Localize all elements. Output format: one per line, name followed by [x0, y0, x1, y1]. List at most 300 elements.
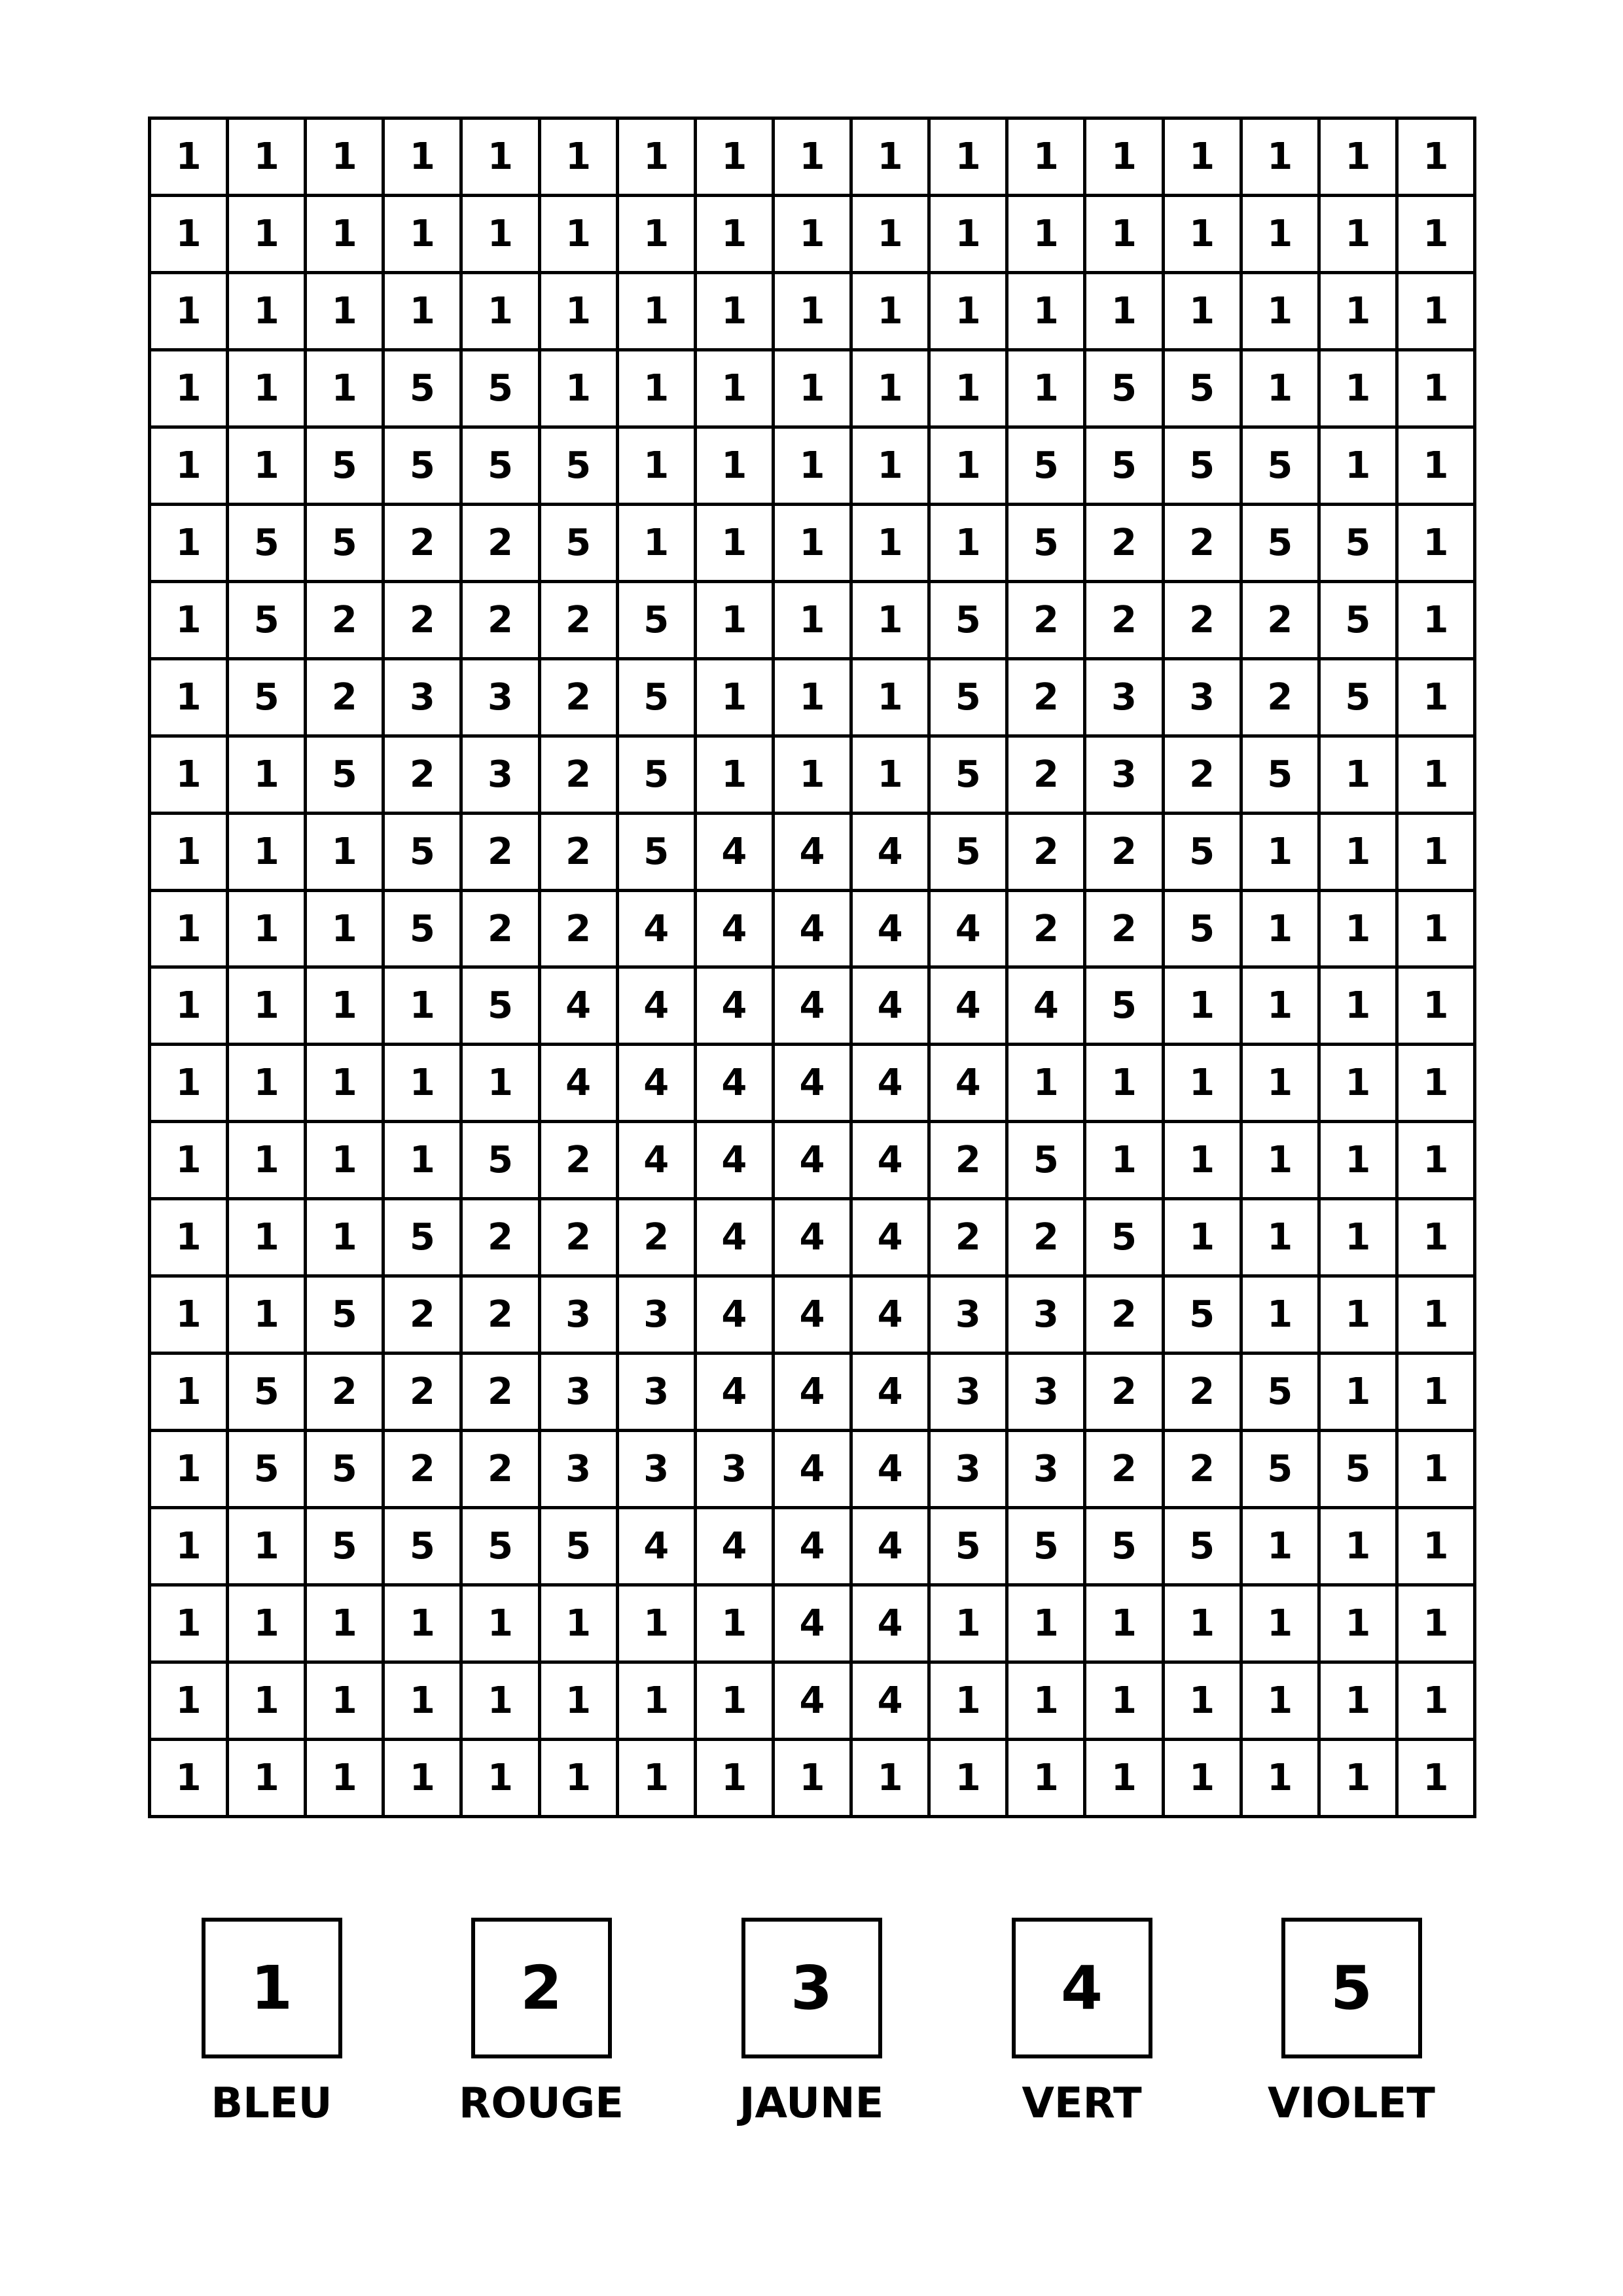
grid-cell: 5 — [385, 1509, 463, 1587]
grid-cell: 2 — [463, 892, 541, 969]
grid-cell: 3 — [1086, 738, 1164, 815]
grid-cell: 1 — [151, 351, 229, 429]
grid-cell: 1 — [775, 274, 853, 351]
grid-cell: 1 — [1086, 120, 1164, 197]
grid-cell: 1 — [1165, 274, 1243, 351]
grid-cell: 1 — [1165, 969, 1243, 1046]
grid-cell: 1 — [931, 506, 1008, 583]
grid-cell: 2 — [1008, 1200, 1086, 1278]
grid-cell: 1 — [1399, 1432, 1476, 1509]
grid-cell: 5 — [1165, 815, 1243, 892]
grid-cell: 4 — [619, 1509, 697, 1587]
grid-cell: 1 — [229, 815, 307, 892]
grid-cell: 2 — [541, 892, 619, 969]
grid-cell: 1 — [463, 1664, 541, 1741]
grid-cell: 1 — [619, 1741, 697, 1818]
grid-cell: 1 — [463, 1741, 541, 1818]
grid-cell: 4 — [1008, 969, 1086, 1046]
grid-cell: 1 — [1399, 1278, 1476, 1355]
grid-cell: 1 — [151, 1278, 229, 1355]
grid-cell: 2 — [1008, 815, 1086, 892]
grid-cell: 1 — [1243, 120, 1321, 197]
grid-cell: 2 — [931, 1123, 1008, 1200]
grid-cell: 4 — [853, 1355, 931, 1432]
grid-cell: 2 — [385, 738, 463, 815]
grid-cell: 4 — [775, 1278, 853, 1355]
grid-cell: 4 — [697, 1278, 775, 1355]
grid-cell: 3 — [931, 1355, 1008, 1432]
grid-cell: 1 — [775, 583, 853, 660]
grid-cell: 1 — [775, 660, 853, 738]
grid-cell: 1 — [931, 351, 1008, 429]
grid-cell: 2 — [385, 1355, 463, 1432]
grid-cell: 1 — [1008, 1741, 1086, 1818]
grid-cell: 5 — [1086, 1509, 1164, 1587]
grid-cell: 1 — [1399, 815, 1476, 892]
grid-cell: 5 — [1008, 506, 1086, 583]
grid-cell: 1 — [1321, 1355, 1399, 1432]
grid-cell: 1 — [229, 738, 307, 815]
grid-cell: 1 — [541, 1741, 619, 1818]
grid-cell: 1 — [1243, 351, 1321, 429]
grid-cell: 1 — [1165, 1664, 1243, 1741]
grid-cell: 1 — [463, 1587, 541, 1664]
grid-cell: 1 — [1399, 506, 1476, 583]
grid-cell: 5 — [1321, 660, 1399, 738]
legend-color-label: JAUNE — [739, 2079, 884, 2128]
grid-cell: 1 — [931, 1664, 1008, 1741]
grid-cell: 1 — [307, 351, 385, 429]
grid-cell: 1 — [1165, 197, 1243, 274]
grid-cell: 1 — [229, 1664, 307, 1741]
grid-cell: 5 — [1165, 351, 1243, 429]
grid-cell: 1 — [385, 1587, 463, 1664]
grid-cell: 1 — [151, 815, 229, 892]
grid-cell: 3 — [1008, 1355, 1086, 1432]
grid-cell: 1 — [1399, 120, 1476, 197]
grid-cell: 1 — [931, 197, 1008, 274]
grid-cell: 1 — [151, 1509, 229, 1587]
grid-cell: 5 — [229, 506, 307, 583]
grid-cell: 4 — [775, 1587, 853, 1664]
grid-cell: 1 — [307, 1741, 385, 1818]
grid-cell: 1 — [1321, 1278, 1399, 1355]
grid-cell: 4 — [619, 892, 697, 969]
grid-cell: 1 — [775, 1741, 853, 1818]
grid-cell: 1 — [151, 660, 229, 738]
grid-cell: 3 — [619, 1432, 697, 1509]
grid-cell: 4 — [775, 1200, 853, 1278]
grid-cell: 1 — [1399, 660, 1476, 738]
grid-cell: 1 — [697, 1587, 775, 1664]
grid-cell: 2 — [463, 1432, 541, 1509]
grid-cell: 2 — [541, 660, 619, 738]
grid-cell: 5 — [385, 892, 463, 969]
grid-cell: 1 — [229, 197, 307, 274]
grid-cell: 4 — [697, 1355, 775, 1432]
grid-cell: 2 — [1008, 738, 1086, 815]
grid-cell: 4 — [853, 1123, 931, 1200]
grid-cell: 2 — [385, 1278, 463, 1355]
grid-cell: 1 — [151, 1123, 229, 1200]
grid-cell: 1 — [1086, 274, 1164, 351]
grid-cell: 4 — [775, 1046, 853, 1123]
grid-cell: 5 — [931, 738, 1008, 815]
grid-cell: 2 — [307, 660, 385, 738]
grid-cell: 3 — [1165, 660, 1243, 738]
grid-cell: 1 — [775, 738, 853, 815]
grid-cell: 1 — [697, 583, 775, 660]
legend-number-box: 4 — [1012, 1918, 1152, 2058]
grid-cell: 1 — [385, 1046, 463, 1123]
grid-cell: 1 — [541, 1664, 619, 1741]
grid-cell: 5 — [307, 1509, 385, 1587]
grid-cell: 2 — [1086, 583, 1164, 660]
grid-cell: 1 — [385, 969, 463, 1046]
grid-cell: 1 — [1008, 351, 1086, 429]
grid-cell: 4 — [697, 969, 775, 1046]
grid-cell: 1 — [697, 1664, 775, 1741]
grid-cell: 4 — [853, 815, 931, 892]
grid-cell: 1 — [1165, 120, 1243, 197]
grid-cell: 1 — [619, 1587, 697, 1664]
grid-cell: 4 — [853, 892, 931, 969]
grid-cell: 2 — [619, 1200, 697, 1278]
grid-cell: 3 — [1086, 660, 1164, 738]
grid-cell: 2 — [463, 1278, 541, 1355]
grid-cell: 1 — [541, 351, 619, 429]
grid-cell: 5 — [541, 1509, 619, 1587]
grid-cell: 2 — [1086, 892, 1164, 969]
legend-item-jaune — [736, 1918, 887, 2128]
grid-cell: 1 — [1399, 1587, 1476, 1664]
grid-cell: 2 — [463, 506, 541, 583]
grid-cell: 4 — [853, 1046, 931, 1123]
grid-cell: 1 — [229, 969, 307, 1046]
grid-cell: 2 — [1165, 738, 1243, 815]
grid-cell: 1 — [307, 1046, 385, 1123]
grid-cell: 2 — [463, 1200, 541, 1278]
grid-cell: 2 — [1086, 1355, 1164, 1432]
grid-cell: 1 — [619, 120, 697, 197]
grid-cell: 1 — [463, 274, 541, 351]
grid-cell: 1 — [1165, 1741, 1243, 1818]
grid-cell: 2 — [931, 1200, 1008, 1278]
grid-cell: 2 — [385, 506, 463, 583]
grid-cell: 1 — [151, 1432, 229, 1509]
grid-cell: 5 — [1086, 429, 1164, 506]
grid-cell: 5 — [931, 583, 1008, 660]
grid-cell: 5 — [541, 506, 619, 583]
grid-cell: 3 — [541, 1278, 619, 1355]
color-legend — [196, 1918, 1435, 2134]
grid-cell: 2 — [1165, 506, 1243, 583]
grid-cell: 1 — [1399, 1046, 1476, 1123]
grid-cell: 1 — [931, 274, 1008, 351]
grid-cell: 4 — [541, 969, 619, 1046]
grid-cell: 1 — [385, 120, 463, 197]
grid-cell: 4 — [775, 1123, 853, 1200]
grid-cell: 1 — [229, 120, 307, 197]
grid-cell: 2 — [1243, 660, 1321, 738]
grid-cell: 5 — [1321, 583, 1399, 660]
grid-cell: 1 — [307, 892, 385, 969]
grid-cell: 1 — [229, 274, 307, 351]
grid-cell: 5 — [619, 660, 697, 738]
grid-cell: 2 — [541, 815, 619, 892]
grid-cell: 1 — [775, 429, 853, 506]
grid-cell: 5 — [931, 1509, 1008, 1587]
grid-cell: 1 — [1399, 892, 1476, 969]
grid-cell: 5 — [1008, 429, 1086, 506]
grid-cell: 1 — [229, 351, 307, 429]
grid-cell: 4 — [775, 969, 853, 1046]
legend-color-label: BLEU — [211, 2079, 332, 2128]
grid-cell: 1 — [1086, 1046, 1164, 1123]
grid-cell: 1 — [1008, 1046, 1086, 1123]
grid-cell: 1 — [1321, 1509, 1399, 1587]
grid-cell: 1 — [307, 1664, 385, 1741]
grid-cell: 1 — [775, 197, 853, 274]
grid-cell: 1 — [1399, 1355, 1476, 1432]
grid-cell: 3 — [385, 660, 463, 738]
grid-cell: 4 — [775, 1355, 853, 1432]
grid-cell: 1 — [619, 429, 697, 506]
grid-cell: 1 — [853, 506, 931, 583]
grid-cell: 4 — [853, 969, 931, 1046]
grid-cell: 4 — [697, 1046, 775, 1123]
grid-cell: 1 — [1086, 197, 1164, 274]
grid-cell: 5 — [1321, 506, 1399, 583]
legend-number-box: 1 — [202, 1918, 342, 2058]
grid-cell: 5 — [1243, 506, 1321, 583]
grid-cell: 5 — [229, 1355, 307, 1432]
grid-cell: 1 — [229, 1278, 307, 1355]
legend-color-label: VIOLET — [1268, 2079, 1435, 2128]
grid-cell: 1 — [931, 1587, 1008, 1664]
grid-cell: 1 — [151, 506, 229, 583]
grid-cell: 1 — [385, 1123, 463, 1200]
grid-cell: 2 — [1165, 1355, 1243, 1432]
grid-cell: 1 — [151, 1587, 229, 1664]
grid-cell: 4 — [697, 1200, 775, 1278]
grid-cell: 2 — [307, 1355, 385, 1432]
grid-cell: 1 — [307, 1123, 385, 1200]
grid-cell: 5 — [1243, 429, 1321, 506]
grid-cell: 1 — [1399, 429, 1476, 506]
grid-cell: 5 — [385, 815, 463, 892]
grid-cell: 1 — [1243, 969, 1321, 1046]
grid-cell: 2 — [1086, 1278, 1164, 1355]
grid-cell: 1 — [1399, 583, 1476, 660]
grid-cell: 4 — [697, 1123, 775, 1200]
grid-cell: 1 — [1243, 1278, 1321, 1355]
grid-cell: 5 — [307, 506, 385, 583]
grid-cell: 1 — [229, 1046, 307, 1123]
grid-cell: 3 — [931, 1278, 1008, 1355]
grid-cell: 1 — [151, 120, 229, 197]
grid-cell: 4 — [853, 1509, 931, 1587]
grid-cell: 2 — [463, 815, 541, 892]
grid-cell: 1 — [1321, 1664, 1399, 1741]
grid-cell: 5 — [307, 1278, 385, 1355]
grid-cell: 1 — [151, 583, 229, 660]
grid-cell: 1 — [151, 1664, 229, 1741]
grid-cell: 4 — [619, 969, 697, 1046]
grid-cell: 5 — [463, 429, 541, 506]
grid-cell: 2 — [541, 583, 619, 660]
grid-cell: 4 — [775, 815, 853, 892]
grid-cell: 3 — [541, 1355, 619, 1432]
grid-cell: 1 — [1165, 1200, 1243, 1278]
grid-cell: 1 — [541, 197, 619, 274]
grid-cell: 5 — [619, 815, 697, 892]
grid-cell: 5 — [1086, 969, 1164, 1046]
grid-cell: 4 — [697, 892, 775, 969]
grid-cell: 3 — [463, 738, 541, 815]
grid-cell: 1 — [1243, 1587, 1321, 1664]
grid-cell: 1 — [853, 197, 931, 274]
grid-cell: 2 — [385, 1432, 463, 1509]
grid-cell: 1 — [151, 274, 229, 351]
grid-cell: 1 — [1321, 815, 1399, 892]
grid-cell: 1 — [853, 660, 931, 738]
grid-cell: 5 — [1008, 1123, 1086, 1200]
grid-cell: 1 — [151, 892, 229, 969]
grid-cell: 4 — [775, 1432, 853, 1509]
grid-cell: 3 — [463, 660, 541, 738]
grid-cell: 1 — [307, 197, 385, 274]
grid-cell: 1 — [1321, 1046, 1399, 1123]
grid-cell: 1 — [931, 429, 1008, 506]
grid-cell: 1 — [1399, 969, 1476, 1046]
grid-cell: 1 — [1165, 1046, 1243, 1123]
grid-cell: 1 — [775, 506, 853, 583]
grid-cell: 5 — [385, 1200, 463, 1278]
grid-cell: 1 — [697, 120, 775, 197]
grid-cell: 1 — [307, 274, 385, 351]
grid-cell: 1 — [1086, 1664, 1164, 1741]
legend-number-box: 2 — [471, 1918, 612, 2058]
grid-cell: 5 — [1321, 1432, 1399, 1509]
grid-cell: 5 — [1165, 429, 1243, 506]
grid-cell: 4 — [697, 815, 775, 892]
grid-cell: 5 — [463, 1123, 541, 1200]
grid-cell: 3 — [1008, 1432, 1086, 1509]
grid-cell: 4 — [697, 1509, 775, 1587]
grid-cell: 1 — [229, 1587, 307, 1664]
grid-cell: 1 — [1165, 1123, 1243, 1200]
grid-cell: 1 — [229, 1741, 307, 1818]
grid-cell: 1 — [1243, 815, 1321, 892]
grid-cell: 1 — [619, 351, 697, 429]
grid-cell: 1 — [1399, 1123, 1476, 1200]
grid-cell: 1 — [1243, 1664, 1321, 1741]
grid-cell: 1 — [775, 351, 853, 429]
grid-cell: 1 — [1086, 1741, 1164, 1818]
legend-number-box: 5 — [1281, 1918, 1422, 2058]
grid-cell: 1 — [1165, 1587, 1243, 1664]
grid-cell: 1 — [1399, 1200, 1476, 1278]
legend-color-label: VERT — [1022, 2079, 1142, 2128]
grid-cell: 2 — [1165, 583, 1243, 660]
grid-cell: 1 — [151, 738, 229, 815]
grid-cell: 4 — [619, 1046, 697, 1123]
grid-cell: 1 — [1243, 1509, 1321, 1587]
grid-cell: 1 — [1399, 738, 1476, 815]
grid-cell: 1 — [151, 1046, 229, 1123]
grid-cell: 3 — [541, 1432, 619, 1509]
grid-cell: 2 — [307, 583, 385, 660]
grid-cell: 1 — [619, 1664, 697, 1741]
grid-cell: 1 — [853, 274, 931, 351]
grid-cell: 1 — [229, 1123, 307, 1200]
grid-cell: 2 — [541, 738, 619, 815]
grid-cell: 1 — [463, 197, 541, 274]
grid-cell: 5 — [1165, 892, 1243, 969]
grid-cell: 1 — [1399, 1509, 1476, 1587]
grid-cell: 1 — [307, 120, 385, 197]
grid-cell: 5 — [931, 815, 1008, 892]
grid-cell: 5 — [229, 583, 307, 660]
grid-cell: 1 — [619, 506, 697, 583]
grid-cell: 1 — [1321, 969, 1399, 1046]
grid-cell: 1 — [541, 1587, 619, 1664]
grid-cell: 1 — [541, 120, 619, 197]
grid-cell: 5 — [307, 1432, 385, 1509]
grid-cell: 3 — [619, 1355, 697, 1432]
grid-cell: 1 — [697, 1741, 775, 1818]
grid-cell: 5 — [385, 351, 463, 429]
grid-cell: 1 — [229, 1509, 307, 1587]
grid-cell: 5 — [1165, 1278, 1243, 1355]
grid-cell: 1 — [1243, 1200, 1321, 1278]
grid-cell: 1 — [151, 429, 229, 506]
grid-cell: 1 — [931, 1741, 1008, 1818]
grid-cell: 1 — [1399, 197, 1476, 274]
grid-cell: 4 — [853, 1664, 931, 1741]
grid-cell: 1 — [853, 351, 931, 429]
grid-cell: 1 — [1321, 197, 1399, 274]
grid-cell: 1 — [853, 120, 931, 197]
color-by-number-grid — [148, 117, 1476, 1818]
grid-cell: 1 — [151, 969, 229, 1046]
grid-cell: 1 — [1321, 1200, 1399, 1278]
grid-cell: 1 — [1321, 738, 1399, 815]
grid-cell: 1 — [1243, 892, 1321, 969]
grid-cell: 1 — [697, 429, 775, 506]
grid-cell: 2 — [463, 583, 541, 660]
grid-cell: 1 — [1008, 120, 1086, 197]
grid-cell: 1 — [385, 1741, 463, 1818]
grid-cell: 5 — [463, 351, 541, 429]
grid-cell: 1 — [1399, 274, 1476, 351]
grid-cell: 5 — [541, 429, 619, 506]
grid-cell: 1 — [619, 197, 697, 274]
grid-cell: 1 — [1243, 274, 1321, 351]
grid-cell: 1 — [151, 197, 229, 274]
grid-cell: 4 — [931, 1046, 1008, 1123]
grid-cell: 4 — [775, 1664, 853, 1741]
grid-cell: 1 — [1321, 429, 1399, 506]
legend-color-label: ROUGE — [459, 2079, 624, 2128]
grid-cell: 4 — [775, 892, 853, 969]
legend-number-box: 3 — [741, 1918, 882, 2058]
grid-cell: 5 — [619, 583, 697, 660]
grid-cell: 1 — [853, 429, 931, 506]
grid-cell: 2 — [1086, 1432, 1164, 1509]
grid-cell: 1 — [385, 197, 463, 274]
